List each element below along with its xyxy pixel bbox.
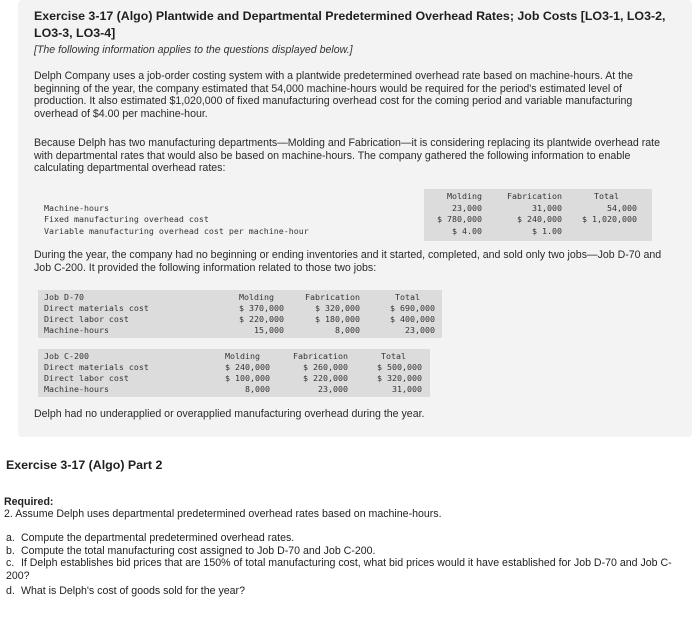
task-label: d. <box>6 585 15 597</box>
cell: 8,000 <box>245 384 270 394</box>
cell: 15,000 <box>254 325 284 335</box>
task-text: If Delph establishes bid prices that are 150% of total manufacturing cost, what bid prices would it have established for Job D-70 and Job C-200? <box>6 557 672 582</box>
row-label: Machine-hours <box>44 203 109 213</box>
cell: $ 240,000 <box>517 214 562 224</box>
row-label: Direct labor cost <box>44 314 129 324</box>
row-label: Direct materials cost <box>44 303 149 313</box>
cell: $ 260,000 <box>303 362 348 372</box>
task-text: Compute the departmental predetermined overhead rates. <box>20 532 295 544</box>
cell: 23,000 <box>452 203 482 213</box>
col-header-total: Total <box>395 292 420 302</box>
cell: $ 780,000 <box>437 214 482 224</box>
cell: $ 1,020,000 <box>582 214 637 224</box>
task-label: b. <box>6 545 15 557</box>
cell: 23,000 <box>405 325 435 335</box>
info-note: [The following information applies to the questions displayed below.] <box>34 44 353 56</box>
task-b <box>6 545 692 558</box>
exercise-title: Exercise 3-17 (Algo) Plantwide and Departmental Predetermined Overhead Rates; Job Costs [LO3-1, LO3-2, LO3-3, LO3-4] <box>34 9 666 40</box>
task-text: Compute the total manufacturing cost assigned to Job D-70 and Job C-200. <box>20 545 376 557</box>
cell: $ 400,000 <box>390 314 435 324</box>
intro-paragraph: Delph Company uses a job-order costing system with a plantwide predetermined overhead rate based on machine-hours. At the beginning of the year, the company estimated that 54,000 machine-hours would be required for the period's estimated level of production. It also estimated $1,020,000 of fixed manufacturing overhead cost for the coming period and variable manufacturing overhead of $4.00 per machine-hour. <box>34 70 633 120</box>
cell: 23,000 <box>318 384 348 394</box>
job-d70-title: Job D-70 <box>44 292 84 302</box>
col-header-molding: Molding <box>225 351 260 361</box>
cell: 8,000 <box>335 325 360 335</box>
row-label: Machine-hours <box>44 384 109 394</box>
task-d <box>6 585 692 598</box>
cell: 31,000 <box>392 384 422 394</box>
cell: $ 4.00 <box>452 226 482 236</box>
overhead-paragraph: Delph had no underapplied or overapplied manufacturing overhead during the year. <box>34 408 425 420</box>
row-label: Direct labor cost <box>44 373 129 383</box>
part-title: Exercise 3-17 (Algo) Part 2 <box>6 458 163 472</box>
col-header-total: Total <box>381 351 406 361</box>
row-label: Fixed manufacturing overhead cost <box>44 214 209 224</box>
cell: $ 500,000 <box>377 362 422 372</box>
cell: $ 690,000 <box>390 303 435 313</box>
col-header-total: Total <box>594 191 619 201</box>
task-label: a. <box>6 532 15 544</box>
cell: $ 220,000 <box>303 373 348 383</box>
jobs-paragraph: During the year, the company had no beginning or ending inventories and it started, completed, and sold only two jobs—Job D-70 and Job C-200. It provided the following information related to those two jobs: <box>34 249 662 274</box>
cell: 54,000 <box>607 203 637 213</box>
row-label: Machine-hours <box>44 325 109 335</box>
col-header-fabrication: Fabrication <box>507 191 562 201</box>
cell: $ 180,000 <box>315 314 360 324</box>
task-text: What is Delph's cost of goods sold for the year? <box>20 585 245 597</box>
cell: $ 320,000 <box>377 373 422 383</box>
col-header-fabrication: Fabrication <box>305 292 360 302</box>
task-a <box>6 532 692 545</box>
cell: $ 220,000 <box>239 314 284 324</box>
row-label: Variable manufacturing overhead cost per machine-hour <box>44 226 309 236</box>
cell: $ 240,000 <box>225 362 270 372</box>
task-c <box>6 557 692 582</box>
cell: $ 370,000 <box>239 303 284 313</box>
job-c200-title: Job C-200 <box>44 351 89 361</box>
departments-paragraph: Because Delph has two manufacturing departments—Molding and Fabrication—it is considering replacing its plantwide overhead rate with departmental rates that would also be based on machine-hours. The company gathered the following information to enable calculating departmental overhead rates: <box>34 137 660 175</box>
required-label: Required: <box>4 496 54 508</box>
cell: $ 320,000 <box>315 303 360 313</box>
col-header-molding: Molding <box>447 191 482 201</box>
required-text: 2. Assume Delph uses departmental predetermined overhead rates based on machine-hours. <box>4 508 442 520</box>
cell: 31,000 <box>532 203 562 213</box>
col-header-molding: Molding <box>239 292 274 302</box>
cell: $ 100,000 <box>225 373 270 383</box>
cell: $ 1.00 <box>532 226 562 236</box>
row-label: Direct materials cost <box>44 362 149 372</box>
task-label: c. <box>6 557 15 569</box>
col-header-fabrication: Fabrication <box>293 351 348 361</box>
